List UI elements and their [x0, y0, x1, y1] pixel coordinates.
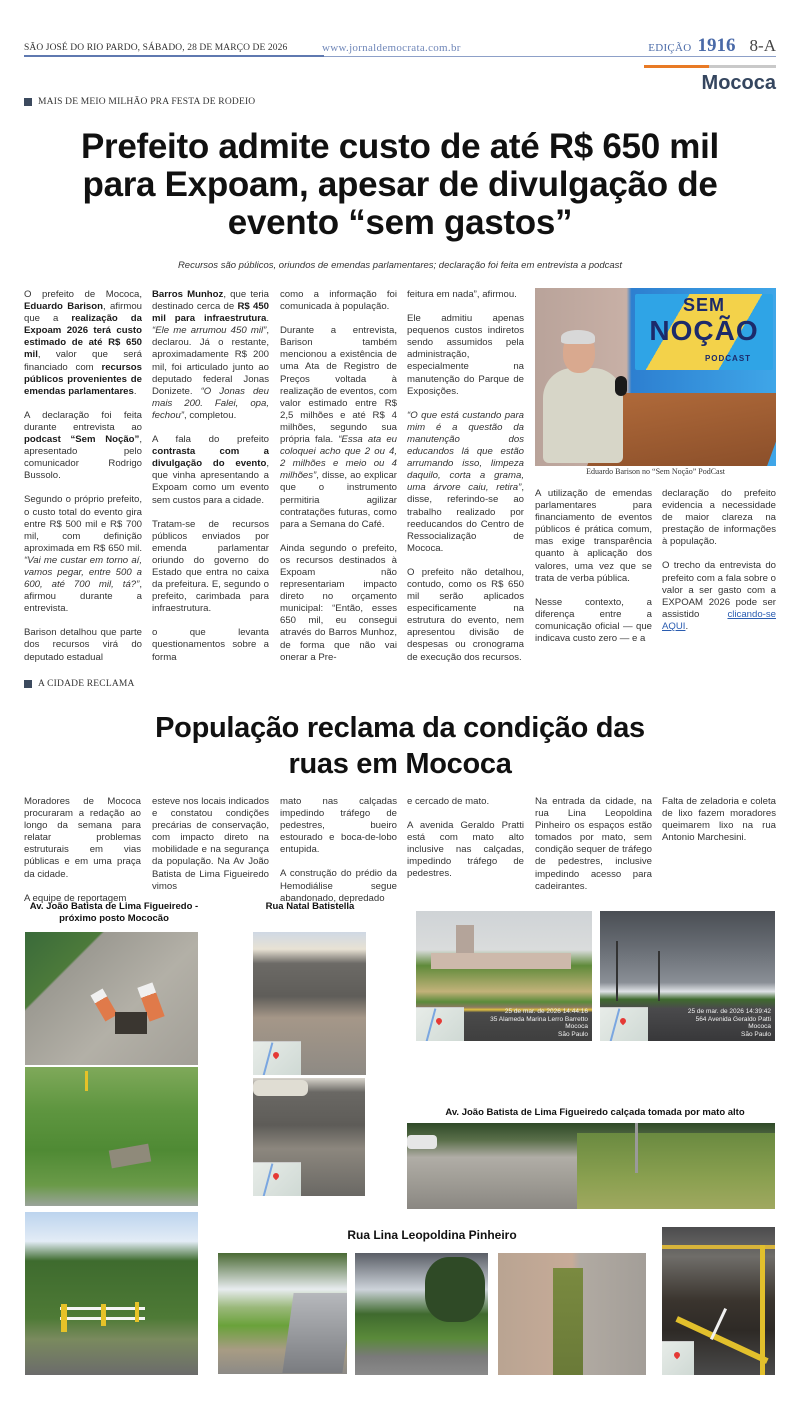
map-thumbnail	[416, 1007, 464, 1041]
map-thumbnail	[662, 1341, 694, 1375]
post-shape	[85, 1071, 88, 1091]
paragraph: Ainda segundo o prefeito, os recursos destinados à Expoam não representariam impacto direto no orçamento municipal: “Então, esses 650 mil, eu consegui através do Barros Munhoz, de forma que não vai onerar a Pre-	[280, 542, 397, 663]
podcast-photo	[535, 288, 776, 466]
map-thumbnail	[253, 1041, 301, 1075]
paragraph: o que levanta questionamentos sobre a forma	[152, 627, 269, 663]
map-pin-icon	[435, 1017, 443, 1025]
paragraph: feitura em nada”, afirmou.	[407, 289, 517, 300]
edition-number: 1916	[697, 35, 736, 56]
photo-lina-3	[498, 1253, 646, 1375]
photo-yellow-fence	[25, 1212, 198, 1375]
utility-pole	[616, 941, 618, 1001]
article2-headline	[30, 710, 770, 782]
kicker-square-icon	[24, 98, 32, 106]
paragraph: mato nas calçadas impedindo tráfego de pedestres, bueiro estourado e boca-de-lobo entupida.	[280, 796, 397, 856]
photo-title-joao-batista: Av. João Batista de Lima Figueiredo - próximo posto Mococão	[29, 901, 199, 924]
headline-line: Prefeito admite custo de até R$ 650 mil	[81, 127, 719, 166]
article2-column-5	[535, 796, 652, 905]
dateline: SÃO JOSÉ DO RIO PARDO, SÁBADO, 28 DE MARÇO DE 2026	[24, 43, 288, 53]
section-bar-accent	[644, 65, 709, 68]
headline-line: ruas em Mococa	[288, 748, 512, 780]
paragraph: A fala do prefeito contrasta com a divulgação do evento, que vinha apresentando a Expoam como um evento sem custos para a cidade.	[152, 434, 269, 506]
article1-headline	[30, 128, 770, 242]
person-hair	[561, 330, 595, 344]
podcast-photo-caption: Eduardo Barison no “Sem Noção” PodCast	[586, 467, 725, 476]
map-pin-icon	[272, 1172, 280, 1180]
paragraph: A declaração foi feita durante entrevista ao podcast “Sem Noção”, apresentado pelo comunicador Rodrigo Bussolo.	[24, 409, 142, 482]
microphone-icon	[615, 376, 627, 396]
banner-line: NOÇÃO	[649, 315, 759, 346]
video-link[interactable]: clicando-se AQUI	[662, 608, 776, 632]
photo-natal-pothole-1	[253, 932, 366, 1075]
article1-column-2	[152, 289, 269, 676]
paragraph: Na entrada da cidade, na rua Lina Leopoldina Pinheiro os espaços estão tomados por mato, sem condição sequer de tráfego de pedestres, inclusive impedindo acesso para cadeirantes.	[535, 796, 652, 892]
fence-post	[101, 1304, 106, 1326]
paragraph: Barison detalhou que parte dos recursos virá do deputado estadual	[24, 627, 142, 663]
kicker-text: A CIDADE RECLAMA	[38, 679, 135, 689]
curb-yellow	[662, 1245, 775, 1249]
paragraph: Tratam-se de recursos públicos enviados por emenda parlamentar oriundo do governo do Estado que entra no caixa da prefeitura. E, segundo o prefeito, carimbada para infraestrutura.	[152, 518, 269, 615]
fence-post	[135, 1302, 139, 1322]
section-name: Mococa	[701, 72, 776, 94]
photo-timestamp: 25 de mar. de 2026 14:39:42 564 Avenida Geraldo Patti Mococa São Paulo	[687, 1008, 771, 1038]
photo-hemodialise	[416, 911, 592, 1041]
pole	[635, 1123, 638, 1173]
edition-label: EDIÇÃO	[648, 42, 692, 54]
headline-line: evento “sem gastos”	[227, 203, 573, 242]
tall-grass	[577, 1133, 775, 1209]
photo-lina-1	[218, 1253, 347, 1374]
photo-burned-trash	[662, 1227, 775, 1375]
article2-column-3	[280, 796, 397, 917]
masthead-rule-accent	[24, 55, 324, 57]
drain-slab	[109, 1144, 152, 1169]
article1-column-3	[280, 289, 397, 676]
paragraph: O prefeito de Mococa, Eduardo Barison, afirmou que a realização da Expoam 2026 terá custo estimado de até R$ 650 mil, valor que será financiado com recursos públicos provenientes de emendas parlamentares.	[24, 289, 142, 397]
website-link[interactable]: www.jornaldemocrata.com.br	[322, 42, 461, 54]
map-pin-icon	[673, 1351, 681, 1359]
article1-column-1	[24, 289, 142, 676]
kicker-square-icon	[24, 680, 32, 688]
paragraph: “O que está custando para mim é a questão da manutenção dos educandos lá que estão arrumando isso, limpeza daquilo, corta a grama, uma árvore caiu, retira”, disse, referindo-se ao trabalho realizado por reeducandos do Centro de Ressocialização de Mococa.	[407, 409, 524, 554]
article1-subheadline: Recursos são públicos, oriundos de emendas parlamentares; declaração foi feita em entrevista a podcast	[177, 260, 623, 271]
paragraph: esteve nos locais indicados e constatou condições precárias de conservação, com impacto direto na mobilidade e na segurança da população. Na Av João Batista de Lima Figueiredo vimos	[152, 796, 269, 892]
map-thumbnail	[600, 1007, 648, 1041]
map-thumbnail	[253, 1162, 301, 1196]
paragraph: A utilização de emendas parlamentares para financiamento de eventos públicos é prática comum, mas exige transparência quanto à aplicação dos valores, uma vez que se trata de verba pública.	[535, 488, 652, 584]
page-number: 8-A	[749, 36, 776, 55]
paragraph: e cercado de mato.	[407, 796, 490, 807]
article2-kicker	[24, 679, 135, 689]
paragraph: A avenida Geraldo Pratti está com mato alto inclusive nas calçadas, impedindo tráfego de pedestres.	[407, 820, 524, 880]
tree-shape	[425, 1257, 485, 1322]
parked-car	[407, 1135, 437, 1149]
paragraph: Segundo o próprio prefeito, o custo total do evento gira entre R$ 500 mil e R$ 700 mil, com definição aproximada em R$ 650 mil. “Vai me custar em torno aí, vamos pegar, entre 500 a 600, até 700 mil, tá?”, afirmou durante a entrevista.	[24, 494, 142, 615]
person-body	[543, 368, 623, 463]
article2-column-1	[24, 796, 141, 917]
article2-column-2	[152, 796, 269, 905]
paragraph: Moradores de Mococa procuraram a redação ao longo da semana para relatar problemas estruturais em vias públicas e em uma praça da cidade.	[24, 796, 141, 880]
article1-kicker	[24, 97, 255, 107]
photo-title-natal: Rua Natal Batistella	[265, 901, 355, 912]
photo-geraldo-pratti	[600, 911, 775, 1041]
photo-natal-pothole-2	[253, 1078, 365, 1196]
paragraph: O trecho da entrevista do prefeito com a fala sobre o valor a ser gasto com a EXPOAM 2026 pode ser assistido clicando-se AQUI.	[662, 560, 776, 632]
banner-line: SEM	[682, 295, 725, 315]
paragraph: Ele admitiu apenas pequenos custos indiretos sendo assumidos pela administração, especialmente na manutenção do Parque de Exposições.	[407, 313, 524, 397]
paragraph: A equipe de reportagem	[24, 892, 127, 904]
photo-timestamp: 25 de mar. de 2026 14:44:16 35 Alameda Marina Lerro Barretto Mococa São Paulo	[490, 1008, 588, 1038]
paragraph: O prefeito não detalhou, contudo, como os R$ 650 mil serão aplicados especificamente na estrutura do evento, nem apresentou divisão de despesas ou cronograma de execução dos recursos.	[407, 566, 524, 663]
edition-info	[648, 35, 776, 57]
paragraph: declaração do prefeito evidencia a necessidade de maior clareza na prestação de informações à população.	[662, 488, 776, 548]
weeds	[553, 1268, 583, 1375]
paragraph: A construção do prédio da Hemodiálise segue abandonado, depredado	[280, 868, 397, 904]
map-pin-icon	[619, 1017, 627, 1025]
paragraph: Durante a entrevista, Barison também mencionou a existência de uma Ata de Registro de Preços voltada à realização de eventos, com valor estimado entre R$ 2,5 milhões e até R$ 4 milhões, segundo sua própria fala. “Essa ata eu coloquei acho que 2 ou 4, 2 milhões e meio ou 4 milhões”, disse, ao explicar que o instrumento permitiria agilizar contratações futuras, como para a Semana do Café.	[280, 325, 397, 530]
headline-line: para Expoam, apesar de divulgação de	[82, 165, 718, 204]
photo-title-lina: Rua Lina Leopoldina Pinheiro	[347, 1228, 517, 1242]
parked-car	[253, 1080, 308, 1096]
utility-pole	[658, 951, 660, 1001]
article2-column-6	[662, 796, 776, 856]
road-shape	[282, 1293, 347, 1373]
article1-column-6	[662, 488, 776, 645]
map-pin-icon	[272, 1051, 280, 1059]
article2-column-4	[407, 796, 524, 893]
headline-line: População reclama da condição das	[155, 712, 645, 744]
photo-lina-2	[355, 1253, 488, 1375]
photo-title-joao-batista-calcada: Av. João Batista de Lima Figueiredo calçada tomada por mato alto	[445, 1107, 745, 1118]
banner-line: PODCAST	[704, 354, 752, 363]
paragraph: como a informação foi comunicada à população.	[280, 289, 397, 313]
photo-calcada-mato	[407, 1123, 775, 1209]
photo-cones-drain	[25, 932, 198, 1065]
drain-hole	[115, 1012, 147, 1034]
article1-column-5	[535, 488, 652, 657]
paragraph: Nesse contexto, a diferença entre a comunicação oficial — que indicava custo zero — e a	[535, 596, 652, 645]
photo-overgrown-drain	[25, 1067, 198, 1206]
paragraph: Barros Munhoz, que teria destinado cerca de R$ 450 mil para infraestrutura. “Ele me arrumou 450 mil”, declarou. Já o restante, aproximadamente R$ 200 mil, foi articulado junto ao deputado federal Jonas Donizete. “O Jonas deu mais 200. Falei, opa, fechou”, completou.	[152, 289, 269, 421]
cone-shape	[90, 989, 117, 1022]
podcast-banner	[635, 294, 773, 370]
paragraph: Falta de zeladoria e coleta de lixo fazem moradores queimarem lixo na rua Antonio Marchesini.	[662, 796, 776, 844]
kicker-text: MAIS DE MEIO MILHÃO PRA FESTA DE RODEIO	[38, 97, 256, 107]
fence-post	[61, 1304, 67, 1332]
abandoned-building	[431, 953, 571, 969]
article1-column-4	[407, 289, 524, 676]
